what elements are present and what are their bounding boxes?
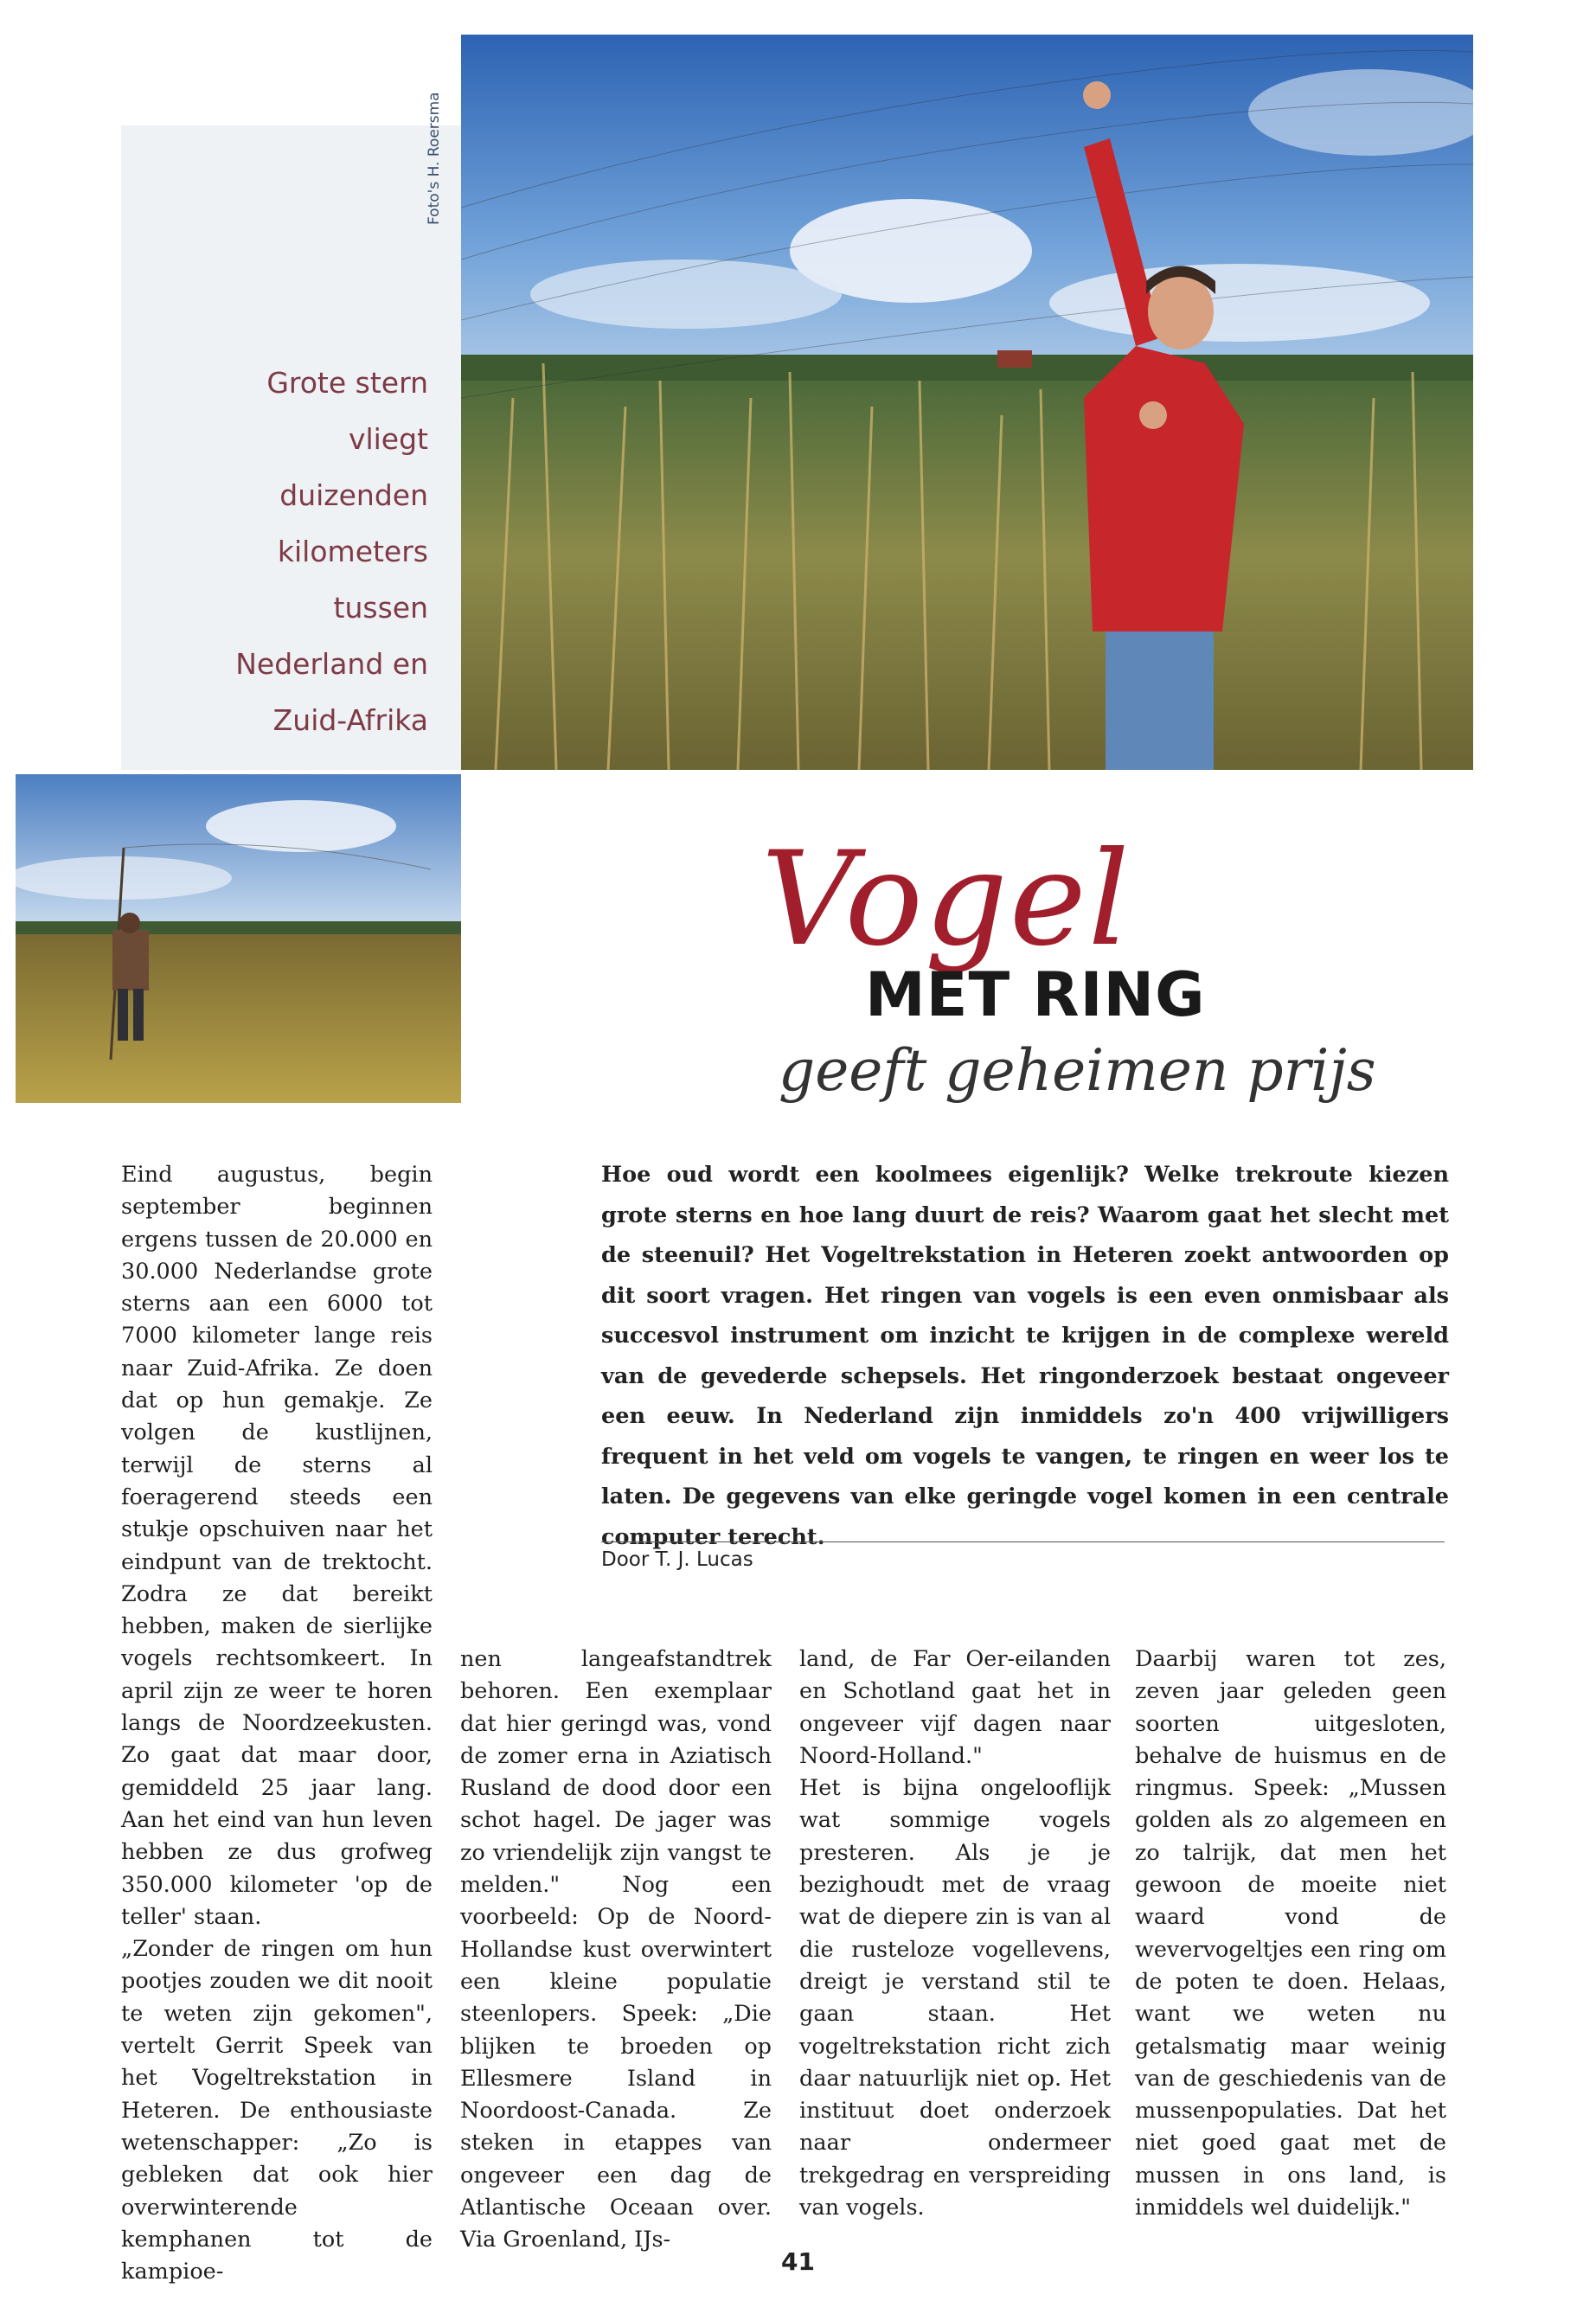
body-column-2: [460, 1644, 772, 2257]
title-vogel: Vogel: [761, 824, 1131, 975]
paragraph: nen langeafstandtrek behoren. Een exemplaar dat hier geringd was, vond de zomer erna in Aziatisch Rusland de dood door een schot hagel. De jager was zo vriendelijk zijn vangst te melden." Nog een voorbeeld: Op de Noord-Hollandse kust overwintert een kleine populatie steenlopers. Speek: „Die blijken te broeden op Ellesmere Island in Noordoost-Canada. Ze steken in etappes van ongeveer een dag de Atlantische Oceaan over. Via Groenland, IJs-: [460, 1646, 772, 2253]
body-column-1: [121, 1159, 433, 2288]
paragraph: „Zonder de ringen om hun pootjes zouden we dit nooit te weten zijn gekomen", vertelt Gerrit Speek van het Vogeltrekstation in Heteren. De enthousiaste wetenschapper: „Zo is gebleken dat ook hier overwinterende kemphanen tot de kampioe-: [121, 1936, 433, 2285]
subtitle-line: duizenden: [279, 478, 428, 512]
subtitle: [130, 355, 428, 748]
subtitle-line: Nederland en: [235, 647, 428, 681]
subtitle-line: Grote stern: [266, 366, 428, 400]
secondary-photo: [16, 774, 461, 1103]
subtitle-line: Zuid-Afrika: [272, 703, 428, 737]
page-number: 41: [781, 2247, 815, 2276]
paragraph: Daarbij waren tot zes, zeven jaar geleden geen soorten uitgesloten, behalve de huismus en de ringmus. Speek: „Mussen golden als zo algemeen en zo talrijk, dat men het gewoon de moeite niet waard vond de wevervogeltjes een ring om de poten te doen. Helaas, want we weten nu getalsmatig maar weinig van de geschiedenis van de mussenpopulaties. Dat het niet goed gaat met de mussen in ons land, is inmiddels wel duidelijk.": [1135, 1646, 1446, 2221]
intro-paragraph: Hoe oud wordt een koolmees eigenlijk? Welke trekroute kiezen grote sterns en hoe lang duurt de reis? Waarom gaat het slecht met de steenuil? Het Vogeltrekstation in Heteren zoekt antwoorden op dit soort vragen. Het ringen van vogels is een even onmisbaar als succesvol instrument om inzicht te krijgen in de complexe wereld van de gevederde schepsels. Het ringonderzoek bestaat ongeveer een eeuw. In Nederland zijn inmiddels zo'n 400 vrijwilligers frequent in het veld om vogels te vangen, te ringen en weer los te laten. De gegevens van elke geringde vogel komen in een centrale computer terecht.: [601, 1162, 1449, 1550]
body-column-4: [1135, 1644, 1446, 2224]
subtitle-line: vliegt: [348, 422, 428, 456]
byline: Door T. J. Lucas: [601, 1548, 753, 1571]
paragraph: Eind augustus, begin september beginnen ergens tussen de 20.000 en 30.000 Nederlandse grote sterns aan een 6000 tot 7000 kilometer lange reis naar Zuid-Afrika. Ze doen dat op hun gemakje. Ze volgen de kustlijnen, terwijl de sterns al foeragerend steeds een stukje opschuiven naar het eindpunt van de trektocht. Zodra ze dat bereikt hebben, maken de sierlijke vogels rechtsomkeert. In april zijn ze weer te horen langs de Noordzeekusten. Zo gaat dat maar door, gemiddeld 25 jaar lang. Aan het eind van hun leven hebben ze dus grofweg 350.000 kilometer 'op de teller' staan.: [121, 1162, 433, 1930]
main-photo: [461, 35, 1473, 770]
paragraph: land, de Far Oer-eilanden en Schotland gaat het in ongeveer vijf dagen naar Noord-Holland.": [799, 1646, 1111, 1769]
title-tagline: geeft geheimen prijs: [779, 1037, 1376, 1104]
title-met-ring: MET RING: [865, 959, 1206, 1030]
photo-credit: Foto's H. Roersma: [426, 92, 443, 225]
subtitle-line: tussen: [333, 591, 428, 625]
byline-divider: [601, 1541, 1445, 1542]
subtitle-line: kilometers: [277, 535, 428, 568]
paragraph: Het is bijna ongelooflijk wat sommige vogels presteren. Als je je bezighoudt met de vraag wat de diepere zin is van al die rusteloze vogellevens, dreigt je verstand stil te gaan staan. Het vogeltrekstation richt zich daar natuurlijk niet op. Het instituut doet onderzoek naar ondermeer trekgedrag en verspreiding van vogels.: [799, 1775, 1111, 2221]
body-column-3: [799, 1644, 1111, 2224]
